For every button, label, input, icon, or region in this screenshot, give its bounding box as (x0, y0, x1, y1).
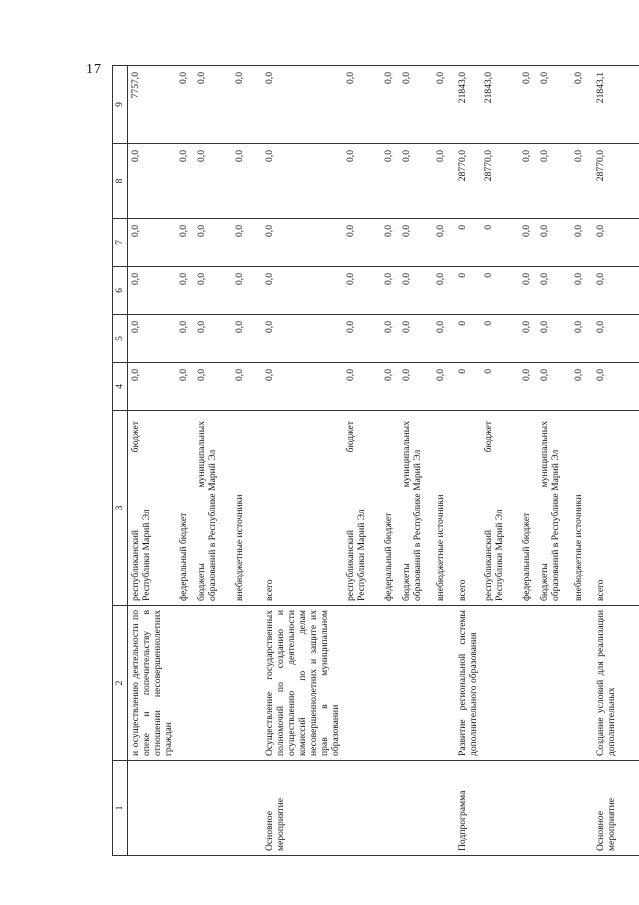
funding-source-cell (381, 411, 399, 606)
funding-source-label: образований в Республике Марий Эл (550, 449, 562, 601)
row-description-cell (537, 606, 571, 761)
value-cell: 0,0 (128, 363, 177, 411)
funding-source-cell (589, 411, 639, 606)
value-cell: 0,0 (399, 267, 433, 315)
table-row (571, 66, 589, 856)
value-cell: 0 (481, 315, 519, 363)
value-cell: 0,0 (433, 144, 451, 219)
funding-source-label: всего (457, 579, 469, 601)
value-cell: 0 (451, 363, 481, 411)
value-cell: 0,0 (571, 363, 589, 411)
value-cell: 0,0 (433, 315, 451, 363)
row-type-cell (571, 761, 589, 856)
value-cell: 0,0 (258, 315, 343, 363)
value-cell: 0,0 (194, 267, 232, 315)
funding-source-cell (519, 411, 537, 606)
value-cell: 0,0 (589, 315, 639, 363)
funding-source-label: бюджет (130, 421, 141, 453)
value-cell: 28770,0 (451, 144, 481, 219)
funding-source-cell (194, 411, 232, 606)
value-cell: 0,0 (399, 219, 433, 267)
value-cell: 0,0 (343, 219, 381, 267)
funding-source-label: бюджет (483, 421, 495, 453)
row-description-cell (519, 606, 537, 761)
value-cell: 0,0 (194, 66, 232, 144)
value-cell: 0,0 (381, 219, 399, 267)
funding-source-label: бюджет (345, 421, 357, 453)
value-cell: 0,0 (433, 267, 451, 315)
header-cell: 9 (113, 66, 128, 144)
value-cell: 0,0 (343, 66, 381, 144)
value-cell: 0,0 (433, 363, 451, 411)
value-cell: 0,0 (343, 315, 381, 363)
funding-source-label: муниципальных (196, 421, 208, 488)
value-cell: 0,0 (381, 315, 399, 363)
value-cell: 7757,0 (128, 66, 177, 144)
value-cell: 0,0 (399, 315, 433, 363)
row-type-cell (176, 761, 194, 856)
value-cell: 0,0 (194, 363, 232, 411)
value-cell: 0,0 (232, 315, 258, 363)
funding-source-label: всего (595, 579, 607, 601)
value-cell: 0,0 (571, 144, 589, 219)
value-cell: 0,0 (381, 363, 399, 411)
funding-source-label: республиканский (130, 529, 141, 601)
table-row (589, 66, 639, 856)
value-cell: 0,0 (519, 219, 537, 267)
value-cell: 0,0 (519, 315, 537, 363)
funding-source-label: внебюджетные источники (573, 494, 585, 601)
row-type-cell (343, 761, 381, 856)
value-cell: 0,0 (537, 315, 571, 363)
header-row (113, 66, 128, 856)
row-type-cell (433, 761, 451, 856)
row-type-cell (399, 761, 433, 856)
table-row (399, 66, 433, 856)
table-row (194, 66, 232, 856)
table-row (128, 66, 177, 856)
value-cell: 0,0 (194, 315, 232, 363)
row-type-cell (128, 761, 177, 856)
row-type-cell (381, 761, 399, 856)
row-description-cell (433, 606, 451, 761)
value-cell: 0,0 (176, 144, 194, 219)
funding-source-label: бюджеты (196, 563, 208, 601)
value-cell: 0,0 (433, 66, 451, 144)
value-cell: 28770,0 (481, 144, 519, 219)
row-description-cell: Осуществление государственных полномочий по созданию и осуществлению деятельности комиссий по делам несовершеннолетних и защите их прав в муниципальном образовании (258, 606, 343, 761)
value-cell: 0,0 (232, 66, 258, 144)
value-cell: 0,0 (399, 66, 433, 144)
value-cell: 0,0 (176, 66, 194, 144)
funding-source-label: федеральный бюджет (178, 512, 190, 601)
value-cell: 0,0 (128, 267, 177, 315)
value-cell: 0,0 (433, 219, 451, 267)
funding-source-cell (399, 411, 433, 606)
value-cell: 0 (481, 267, 519, 315)
table-body (128, 66, 639, 856)
funding-source-cell (451, 411, 481, 606)
value-cell: 0,0 (399, 144, 433, 219)
value-cell: 0 (481, 219, 519, 267)
funding-source-label: республиканский (483, 529, 495, 601)
value-cell: 0,0 (194, 219, 232, 267)
row-type-cell (481, 761, 519, 856)
value-cell: 0,0 (399, 363, 433, 411)
table-row (537, 66, 571, 856)
row-description-cell (571, 606, 589, 761)
row-description-cell (399, 606, 433, 761)
value-cell: 0 (451, 315, 481, 363)
value-cell: 0,0 (343, 363, 381, 411)
header-cell: 6 (113, 267, 128, 315)
funding-source-cell (343, 411, 381, 606)
table-row (519, 66, 537, 856)
value-cell: 0,0 (128, 219, 177, 267)
funding-source-cell (176, 411, 194, 606)
funding-source-label: внебюджетные источники (234, 494, 246, 601)
value-cell: 0,0 (176, 219, 194, 267)
funding-source-label: федеральный бюджет (383, 512, 395, 601)
value-cell: 0,0 (258, 267, 343, 315)
row-description-cell (194, 606, 232, 761)
row-description-cell: Развитие региональной системы дополнительного образования (451, 606, 481, 761)
header-cell: 8 (113, 144, 128, 219)
value-cell: 0,0 (258, 144, 343, 219)
funding-source-label: муниципальных (401, 421, 413, 488)
table-row (481, 66, 519, 856)
row-description-cell (381, 606, 399, 761)
value-cell: 21843,0 (481, 66, 519, 144)
funding-source-cell (571, 411, 589, 606)
value-cell: 0,0 (128, 315, 177, 363)
funding-source-label: муниципальных (539, 421, 551, 488)
funding-source-cell (128, 411, 177, 606)
funding-source-label: образований в Республике Марий Эл (412, 449, 424, 601)
row-description-cell (176, 606, 194, 761)
table-row (343, 66, 381, 856)
value-cell: 0,0 (232, 363, 258, 411)
funding-source-label: всего (264, 579, 276, 601)
value-cell: 0,0 (519, 66, 537, 144)
rotated-table-page (112, 66, 637, 856)
row-type-cell: Основное мероприятие (589, 761, 639, 856)
value-cell: 0,0 (232, 219, 258, 267)
funding-source-cell (258, 411, 343, 606)
row-description-cell: и осуществлению деятельности по опеке и попечительству в отношении несовершеннолетних граждан (128, 606, 177, 761)
value-cell: 0,0 (589, 363, 639, 411)
row-type-cell (194, 761, 232, 856)
table-row (232, 66, 258, 856)
value-cell: 0,0 (571, 66, 589, 144)
row-description-cell (481, 606, 519, 761)
budget-table (112, 65, 639, 856)
table-row (433, 66, 451, 856)
row-type-cell: Подпрограмма (451, 761, 481, 856)
row-type-cell (232, 761, 258, 856)
value-cell: 0,0 (537, 144, 571, 219)
value-cell: 28770,0 (589, 144, 639, 219)
value-cell: 0 (451, 267, 481, 315)
funding-source-label: Республики Марий Эл (141, 509, 153, 601)
value-cell: 0,0 (176, 267, 194, 315)
row-description-cell (232, 606, 258, 761)
value-cell: 0,0 (232, 144, 258, 219)
funding-source-label: Республики Марий Эл (356, 509, 368, 601)
funding-source-label: Республики Марий Эл (494, 509, 506, 601)
funding-source-label: республиканский (345, 529, 357, 601)
header-cell: 1 (113, 761, 128, 856)
value-cell: 0,0 (232, 267, 258, 315)
value-cell: 0,0 (537, 267, 571, 315)
value-cell: 0,0 (589, 219, 639, 267)
funding-source-label: бюджеты (401, 563, 413, 601)
value-cell: 0,0 (258, 363, 343, 411)
funding-source-cell (481, 411, 519, 606)
value-cell: 0,0 (571, 267, 589, 315)
header-cell: 7 (113, 219, 128, 267)
funding-source-label: внебюджетные источники (435, 494, 447, 601)
value-cell: 0,0 (537, 363, 571, 411)
table-row (258, 66, 343, 856)
funding-source-label: бюджеты (539, 563, 551, 601)
value-cell: 0,0 (258, 66, 343, 144)
value-cell: 0,0 (571, 315, 589, 363)
value-cell: 0 (481, 363, 519, 411)
value-cell: 0,0 (176, 315, 194, 363)
value-cell: 0,0 (194, 144, 232, 219)
funding-source-cell (433, 411, 451, 606)
header-cell: 3 (113, 411, 128, 606)
value-cell: 0 (451, 219, 481, 267)
value-cell: 0,0 (381, 144, 399, 219)
value-cell: 21843,1 (589, 66, 639, 144)
value-cell: 0,0 (519, 267, 537, 315)
row-description-cell: Создание условий для реализации дополнительных (589, 606, 639, 761)
value-cell: 0,0 (343, 144, 381, 219)
funding-source-cell (537, 411, 571, 606)
value-cell: 0,0 (537, 219, 571, 267)
header-cell: 4 (113, 363, 128, 411)
funding-source-cell (232, 411, 258, 606)
row-type-cell (519, 761, 537, 856)
value-cell: 0,0 (258, 219, 343, 267)
value-cell: 0,0 (519, 363, 537, 411)
value-cell: 0,0 (381, 66, 399, 144)
page-number: 17 (86, 62, 102, 77)
funding-source-label: федеральный бюджет (521, 512, 533, 601)
table-row (381, 66, 399, 856)
row-description-cell (343, 606, 381, 761)
table-row (176, 66, 194, 856)
table-row (451, 66, 481, 856)
value-cell: 0,0 (176, 363, 194, 411)
value-cell: 0,0 (571, 219, 589, 267)
value-cell: 0,0 (589, 267, 639, 315)
value-cell: 0,0 (128, 144, 177, 219)
funding-source-label: образований в Республике Марий Эл (207, 449, 219, 601)
row-type-cell (537, 761, 571, 856)
value-cell: 0,0 (537, 66, 571, 144)
header-cell: 2 (113, 606, 128, 761)
value-cell: 0,0 (381, 267, 399, 315)
value-cell: 21843,0 (451, 66, 481, 144)
value-cell: 0,0 (343, 267, 381, 315)
header-cell: 5 (113, 315, 128, 363)
value-cell: 0,0 (519, 144, 537, 219)
row-type-cell: Основное мероприятие (258, 761, 343, 856)
